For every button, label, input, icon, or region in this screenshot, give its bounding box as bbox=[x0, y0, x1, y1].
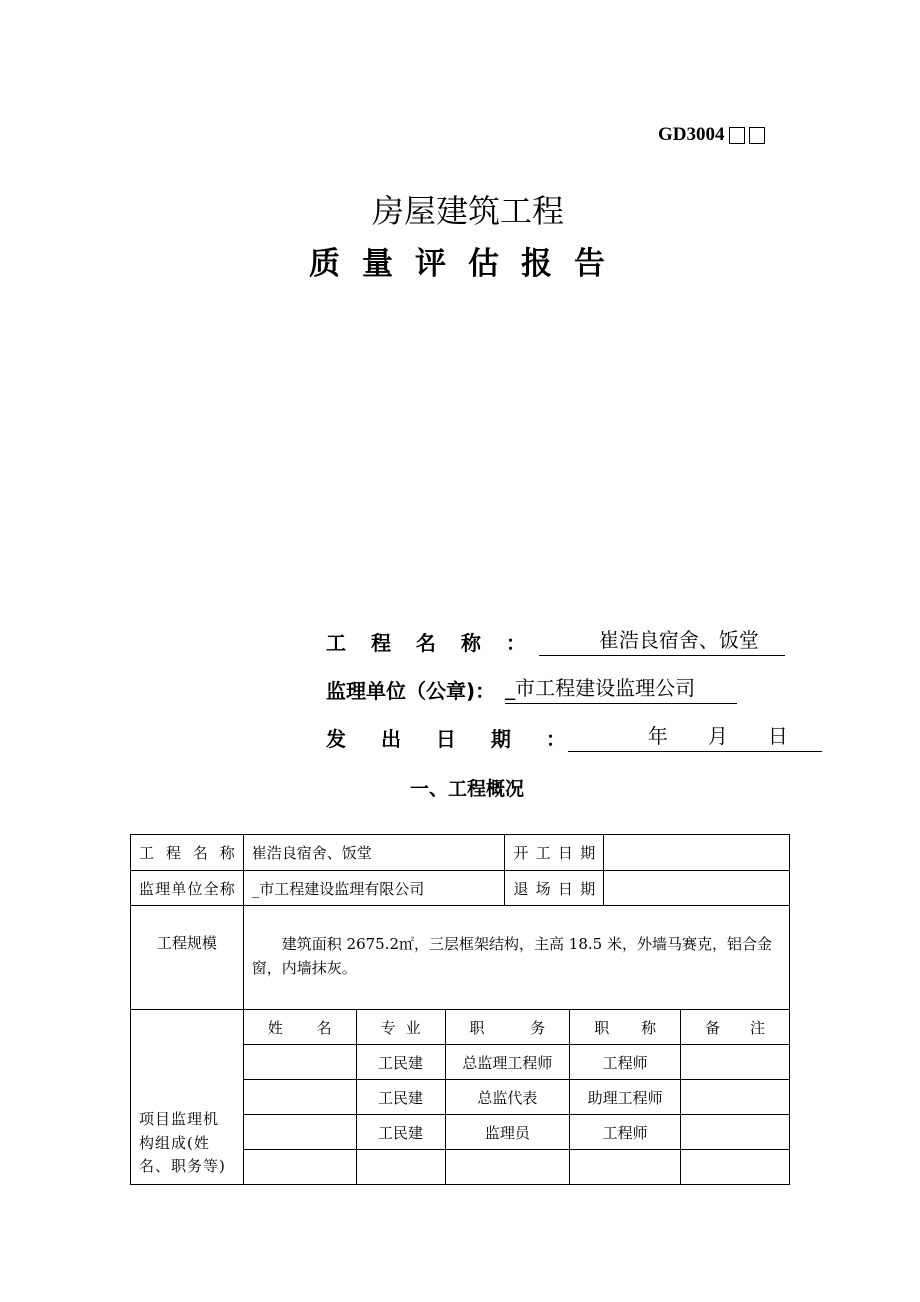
member-title: 助理工程师 bbox=[570, 1080, 681, 1115]
column-duty: 职务 bbox=[445, 1010, 570, 1045]
start-date-value bbox=[604, 835, 790, 871]
member-title: 工程师 bbox=[570, 1045, 681, 1080]
member-name bbox=[243, 1150, 356, 1185]
member-name bbox=[243, 1045, 356, 1080]
column-name: 姓名 bbox=[243, 1010, 356, 1045]
member-note bbox=[681, 1045, 790, 1080]
document-code-text: GD3004 bbox=[658, 124, 725, 145]
start-date-label: 开工日期 bbox=[505, 835, 604, 871]
project-name-label: 工 程 名 称 ： bbox=[326, 631, 535, 655]
title-line-2: 质量评估报告 bbox=[309, 246, 627, 282]
section-title: 一、工程概况 bbox=[409, 778, 524, 800]
supervisor-cell-label: 监理单位全称 bbox=[131, 871, 244, 906]
member-title: 工程师 bbox=[570, 1115, 681, 1150]
member-duty bbox=[445, 1150, 570, 1185]
project-name-table-row bbox=[131, 835, 790, 871]
supervisor-value: _市工程建设监理公司 bbox=[505, 672, 737, 704]
scale-table-row bbox=[131, 906, 790, 1010]
column-title: 职称 bbox=[570, 1010, 681, 1045]
member-note bbox=[681, 1115, 790, 1150]
code-box-2 bbox=[749, 127, 765, 144]
project-name-cell-label: 工程名称 bbox=[131, 835, 244, 871]
project-name-value: 崔浩良宿舍、饭堂 bbox=[539, 624, 785, 656]
member-duty: 监理员 bbox=[445, 1115, 570, 1150]
scale-label: 工程规模 bbox=[131, 906, 244, 1010]
member-specialty: 工民建 bbox=[356, 1115, 445, 1150]
supervisor-row bbox=[326, 674, 737, 704]
member-specialty bbox=[356, 1150, 445, 1185]
project-name-cell-value: 崔浩良宿舍、饭堂 bbox=[243, 835, 505, 871]
member-note bbox=[681, 1080, 790, 1115]
issue-date-label: 发 出 日 期 ： bbox=[326, 727, 580, 751]
member-duty: 总监理工程师 bbox=[445, 1045, 570, 1080]
org-label: 项目监理机构组成(姓名、职务等) bbox=[131, 1010, 244, 1185]
member-header-row bbox=[131, 1010, 790, 1045]
member-duty: 总监代表 bbox=[445, 1080, 570, 1115]
project-name-row bbox=[326, 626, 785, 656]
member-name bbox=[243, 1080, 356, 1115]
supervisor-label: 监理单位（公章)： bbox=[326, 679, 496, 703]
exit-date-value bbox=[604, 871, 790, 906]
code-box-1 bbox=[729, 127, 745, 144]
member-name bbox=[243, 1115, 356, 1150]
scale-value: 建筑面积 2675.2㎡，三层框架结构，主高 18.5 米，外墙马赛克，铝合金窗，内墙抹灰。 bbox=[243, 906, 789, 1010]
member-note bbox=[681, 1150, 790, 1185]
supervisor-table-row bbox=[131, 871, 790, 906]
issue-date-row bbox=[326, 722, 822, 752]
project-overview-table bbox=[130, 834, 790, 1185]
issue-date-value: 年 月 日 bbox=[568, 720, 822, 752]
exit-date-label: 退场日期 bbox=[505, 871, 604, 906]
supervisor-cell-value: _市工程建设监理有限公司 bbox=[243, 871, 505, 906]
document-code bbox=[658, 124, 765, 146]
member-specialty: 工民建 bbox=[356, 1080, 445, 1115]
column-specialty: 专业 bbox=[356, 1010, 445, 1045]
column-note: 备注 bbox=[681, 1010, 790, 1045]
title-line-1: 房屋建筑工程 bbox=[371, 192, 564, 230]
member-specialty: 工民建 bbox=[356, 1045, 445, 1080]
member-title bbox=[570, 1150, 681, 1185]
